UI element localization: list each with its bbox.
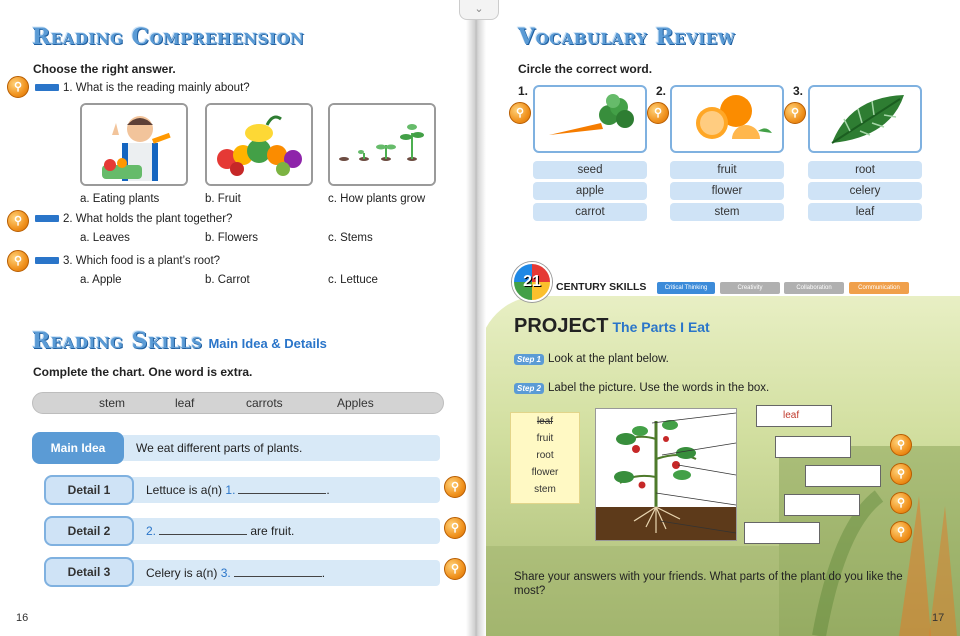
label-box-1[interactable]: leaf (756, 405, 832, 427)
project-title: PROJECT The Parts I Eat (514, 315, 710, 337)
detail-3-row: Celery is a(n) 3. . (128, 560, 440, 586)
vocab-word[interactable]: carrot (533, 203, 647, 221)
skill-tab-critical: Critical Thinking (657, 282, 715, 294)
q2-option-c[interactable]: c. Stems (328, 232, 373, 244)
key-icon[interactable]: ⚲ (444, 517, 466, 539)
answer-blank-2[interactable] (159, 534, 247, 535)
project-word: flower (531, 467, 559, 478)
q3-option-a[interactable]: a. Apple (80, 274, 122, 286)
q1-option-a[interactable]: a. Eating plants (80, 193, 160, 205)
answer-blank-3[interactable] (234, 576, 322, 577)
vocab-word[interactable]: fruit (670, 161, 784, 179)
eating-plants-image (80, 103, 188, 186)
vocab-word[interactable]: apple (533, 182, 647, 200)
project-word-box (510, 412, 580, 504)
key-icon[interactable]: ⚲ (444, 476, 466, 498)
q2-option-b[interactable]: b. Flowers (205, 232, 259, 244)
key-icon[interactable]: ⚲ (890, 463, 912, 485)
key-icon[interactable]: ⚲ (890, 521, 912, 543)
vocab-word[interactable]: root (808, 161, 922, 179)
fruit-orange-image (670, 85, 784, 153)
vocabulary-review-title: Vocabulary Review (518, 24, 736, 50)
vocab-word[interactable]: celery (808, 182, 922, 200)
label-box-2[interactable] (775, 436, 851, 458)
key-icon[interactable]: ⚲ (890, 492, 912, 514)
detail-3-label: Detail 3 (44, 557, 134, 587)
rc-instruction: Choose the right answer. (33, 62, 176, 76)
project-word: root (536, 450, 554, 461)
skill-tab-creativity: Creativity (720, 282, 780, 294)
word-bank-item: stem (99, 396, 126, 410)
main-idea-label: Main Idea (32, 432, 124, 464)
plants-grow-image (328, 103, 436, 186)
q3-option-b[interactable]: b. Carrot (205, 274, 250, 286)
answer-blank-1[interactable] (238, 493, 326, 494)
key-icon[interactable]: ⚲ (7, 76, 29, 98)
vocab-word[interactable]: flower (670, 182, 784, 200)
key-icon[interactable]: ⚲ (444, 558, 466, 580)
vocab-word[interactable]: stem (670, 203, 784, 221)
vocab-instruction: Circle the correct word. (518, 62, 653, 76)
fruit-image (205, 103, 313, 186)
detail-2-label: Detail 2 (44, 516, 134, 546)
skill-tag-icon (35, 257, 59, 264)
word-bank (32, 392, 444, 414)
word-bank-item: Apples (337, 396, 374, 410)
reading-skills-title: Reading Skills Main Idea & Details (32, 328, 327, 354)
vocab-number: 1. (518, 84, 529, 98)
skill-tab-collaboration: Collaboration (784, 282, 844, 294)
leaf-image (808, 85, 922, 153)
century-badge-icon: 21 (512, 262, 552, 302)
q3-option-c[interactable]: c. Lettuce (328, 274, 378, 286)
detail-1-label: Detail 1 (44, 475, 134, 505)
detail-1-row: Lettuce is a(n) 1. . (128, 477, 440, 503)
q1-option-c[interactable]: c. How plants grow (328, 193, 426, 205)
project-subtitle: The Parts I Eat (612, 319, 710, 335)
word-bank-item: carrots (246, 396, 283, 410)
skill-tab-communication: Communication (849, 282, 909, 294)
step-2: Step 2 Label the picture. Use the words in the box. (514, 382, 769, 394)
century-skills-title: CENTURY SKILLS (556, 281, 647, 293)
label-box-5[interactable] (744, 522, 820, 544)
chevron-down-icon[interactable]: ⌄ (459, 0, 499, 20)
book-gutter (466, 0, 486, 636)
skill-tag-icon (35, 84, 59, 91)
label-box-4[interactable] (784, 494, 860, 516)
main-idea-row: We eat different parts of plants. (118, 435, 440, 461)
vocab-number: 3. (793, 84, 804, 98)
page-number-right: 17 (932, 612, 945, 624)
step-2-tag: Step 2 (514, 383, 544, 394)
reading-comprehension-title: Reading Comprehension (32, 24, 305, 50)
question-1: 1. What is the reading mainly about? (35, 82, 250, 94)
tomato-plant-image (595, 408, 737, 541)
key-icon[interactable]: ⚲ (647, 102, 669, 124)
question-2: 2. What holds the plant together? (35, 213, 232, 225)
carrot-image (533, 85, 647, 153)
key-icon[interactable]: ⚲ (509, 102, 531, 124)
label-box-3[interactable] (805, 465, 881, 487)
question-3: 3. Which food is a plant’s root? (35, 255, 220, 267)
page-number-left: 16 (16, 612, 29, 624)
key-icon[interactable]: ⚲ (784, 102, 806, 124)
vocab-word[interactable]: leaf (808, 203, 922, 221)
step-1-tag: Step 1 (514, 354, 544, 365)
reading-skills-subtitle: Main Idea & Details (208, 336, 327, 351)
step-1: Step 1 Look at the plant below. (514, 353, 669, 365)
share-prompt: Share your answers with your friends. What parts of the plant do you like the most? (514, 571, 903, 597)
project-word-used: leaf (536, 416, 554, 427)
key-icon[interactable]: ⚲ (890, 434, 912, 456)
word-bank-item: leaf (175, 396, 195, 410)
skill-tag-icon (35, 215, 59, 222)
q1-option-b[interactable]: b. Fruit (205, 193, 241, 205)
project-word: stem (534, 484, 556, 495)
vocab-word[interactable]: seed (533, 161, 647, 179)
q2-option-a[interactable]: a. Leaves (80, 232, 130, 244)
key-icon[interactable]: ⚲ (7, 210, 29, 232)
project-word: fruit (536, 433, 554, 444)
vocab-number: 2. (656, 84, 667, 98)
detail-2-row: 2. are fruit. (128, 518, 440, 544)
key-icon[interactable]: ⚲ (7, 250, 29, 272)
rs-instruction: Complete the chart. One word is extra. (33, 365, 253, 379)
